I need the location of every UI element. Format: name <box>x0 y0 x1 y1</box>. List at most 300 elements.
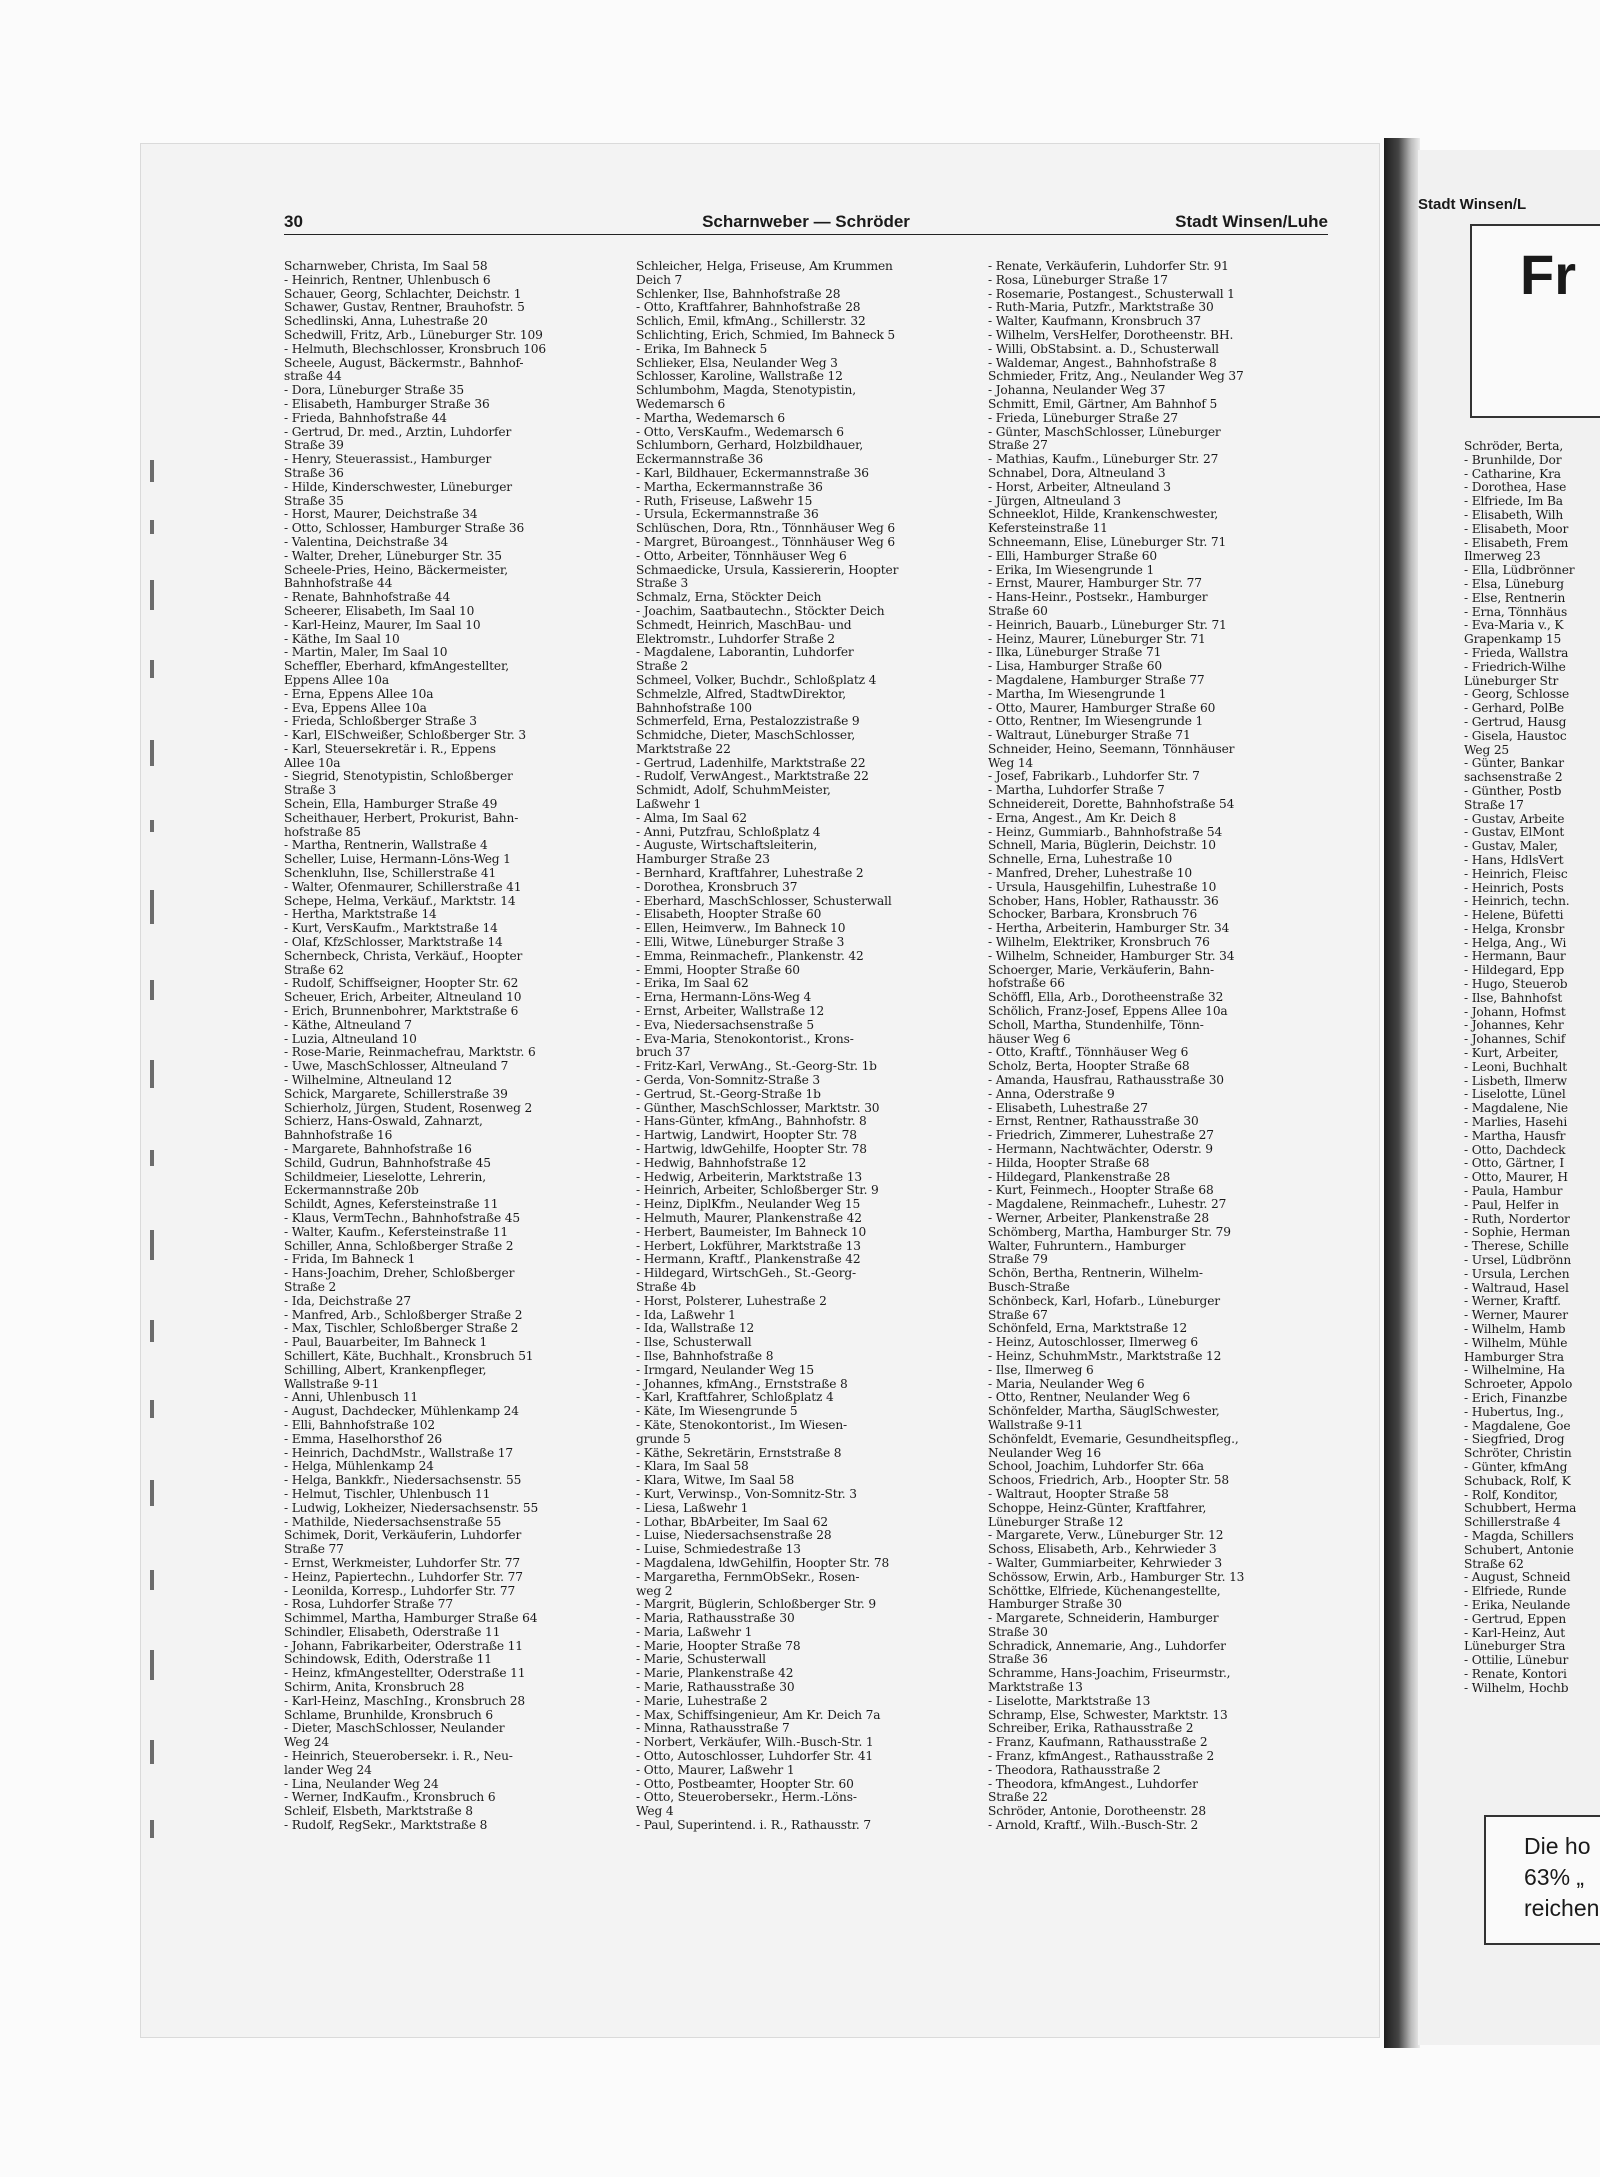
directory-entry: - Lothar, BbArbeiter, Im Saal 62 <box>636 1515 828 1529</box>
directory-entry: - Liselotte, Marktstraße 13 <box>988 1694 1151 1708</box>
directory-entry: Straße 17 <box>1464 798 1524 812</box>
directory-entry: - Ottilie, Lünebur <box>1464 1654 1569 1668</box>
directory-entry: - Heinrich, techn. <box>1464 895 1570 909</box>
directory-entry: - Erika, Neulande <box>1464 1598 1571 1612</box>
directory-entry: Schierholz, Jürgen, Student, Rosenweg 2 <box>284 1101 533 1115</box>
directory-entry: Schnell, Maria, Büglerin, Deichstr. 10 <box>988 839 1216 853</box>
ad-text-line: 63% „ <box>1524 1864 1585 1890</box>
directory-entry: Grapenkamp 15 <box>1464 633 1562 647</box>
directory-entry: - Werner, Kraftf. <box>1464 1295 1561 1309</box>
scan-edge-mark <box>150 660 154 678</box>
directory-entry: Straße 2 <box>284 1280 337 1294</box>
directory-entry: Straße 79 <box>988 1253 1048 1267</box>
directory-entry: - Heinz, SchuhmMstr., Marktstraße 12 <box>988 1349 1222 1363</box>
directory-entry: - Werner, Maurer <box>1464 1309 1568 1323</box>
directory-entry: Lüneburger Straße 12 <box>988 1515 1124 1529</box>
directory-entry: - Hans-Günter, kfmAng., Bahnhofstr. 8 <box>636 1115 867 1129</box>
directory-entry: - Paul, Bauarbeiter, Im Bahneck 1 <box>284 1336 488 1350</box>
directory-entry: Straße 2 <box>636 660 689 674</box>
directory-entry: - Frieda, Bahnhofstraße 44 <box>284 411 447 425</box>
directory-entry: - Günter, kfmAng <box>1464 1460 1568 1474</box>
directory-entry: - Magdalena, ldwGehilfin, Hoopter Str. 78 <box>636 1556 890 1570</box>
directory-entry: - Dorothea, Kronsbruch 37 <box>636 880 798 894</box>
directory-entry: - Max, Schiffsingenieur, Am Kr. Deich 7a <box>636 1708 881 1722</box>
directory-entry: - Günther, MaschSchlosser, Marktstr. 30 <box>636 1101 880 1115</box>
directory-entry: - Marie, Hoopter Straße 78 <box>636 1639 801 1653</box>
directory-entry: Schauer, Georg, Schlachter, Deichstr. 1 <box>284 287 522 301</box>
directory-entry: - Hermann, Baur <box>1464 950 1566 964</box>
directory-entry: - Heinrich, Arbeiter, Schloßberger Str. 9 <box>636 1184 879 1198</box>
directory-entry: Schmitt, Emil, Gärtner, Am Bahnhof 5 <box>988 397 1218 411</box>
directory-entry: - Norbert, Verkäufer, Wilh.-Busch-Str. 1 <box>636 1736 874 1750</box>
directory-entry: Schillert, Käte, Buchhalt., Kronsbruch 51 <box>284 1349 534 1363</box>
directory-entry: - Margrit, Büglerin, Schloßberger Str. 9 <box>636 1598 876 1612</box>
directory-entry: Schlumborn, Gerhard, Holzbildhauer, <box>636 439 864 453</box>
directory-entry: - Ilse, Bahnhofst <box>1464 991 1563 1005</box>
directory-entry: Straße 67 <box>988 1308 1048 1322</box>
directory-entry: - Margaretha, FernmObSekr., Rosen- <box>636 1570 860 1584</box>
directory-entry: - Ursula, Lerchen <box>1464 1267 1570 1281</box>
directory-entry: Schimek, Dorit, Verkäuferin, Luhdorfer <box>284 1529 522 1543</box>
directory-entry: - Leonilda, Korresp., Luhdorfer Str. 77 <box>284 1584 516 1598</box>
directory-entry: - Otto, Arbeiter, Tönnhäuser Weg 6 <box>636 549 847 563</box>
directory-entry: Schröder, Berta, <box>1464 440 1564 453</box>
directory-entry: - Dora, Lüneburger Straße 35 <box>284 384 465 398</box>
running-head <box>284 212 1328 235</box>
directory-entry: - Gerhard, PolBe <box>1464 702 1564 716</box>
scan-edge-mark <box>150 1060 154 1088</box>
directory-entry: Schleicher, Helga, Friseuse, Am Krummen <box>636 260 893 273</box>
directory-entry: - Paul, Helfer in <box>1464 1198 1559 1212</box>
directory-entry: - Erna, Angest., Am Kr. Deich 8 <box>988 811 1177 825</box>
directory-entry: - Johannes, kfmAng., Ernststraße 8 <box>636 1377 848 1391</box>
scan-edge-mark <box>150 1400 154 1418</box>
directory-entry: Schillerstraße 4 <box>1464 1516 1561 1530</box>
directory-entry: - Elli, Hamburger Straße 60 <box>988 549 1157 563</box>
directory-entry: Scheller, Luise, Hermann-Löns-Weg 1 <box>284 853 511 867</box>
directory-entry: Laßwehr 1 <box>636 798 702 812</box>
directory-entry: Schoss, Elisabeth, Arb., Kehrwieder 3 <box>988 1543 1217 1557</box>
directory-entry: - Maria, Neulander Weg 6 <box>988 1377 1145 1391</box>
directory-entry: - Horst, Polsterer, Luhestraße 2 <box>636 1294 827 1308</box>
directory-entry: - Eva, Niedersachsenstraße 5 <box>636 1018 814 1032</box>
ad-text-line: Die ho <box>1524 1833 1591 1859</box>
directory-entry: Schoos, Friedrich, Arb., Hoopter Str. 58 <box>988 1474 1229 1488</box>
directory-entry: - Emma, Reinmachefr., Plankenstr. 42 <box>636 949 864 963</box>
directory-entry: - Wilhelmine, Altneuland 12 <box>284 1074 452 1088</box>
directory-entry: - Werner, Arbeiter, Plankenstraße 28 <box>988 1211 1209 1225</box>
directory-entry: - Ursula, Hausgehilfin, Luhestraße 10 <box>988 880 1217 894</box>
directory-entry: - Käthe, Sekretärin, Ernststraße 8 <box>636 1446 842 1460</box>
directory-entry: - Käthe, Im Saal 10 <box>284 632 400 646</box>
directory-entry: hofstraße 85 <box>284 825 361 839</box>
directory-entry: - Wilhelmine, Ha <box>1464 1364 1565 1378</box>
directory-entry: - Lisa, Hamburger Straße 60 <box>988 660 1162 674</box>
directory-entry: - Erika, Im Wiesengrunde 1 <box>988 563 1155 577</box>
directory-entry: - Heinrich, Bauarb., Lüneburger Str. 71 <box>988 618 1227 632</box>
directory-entry: - Elisabeth, Luhestraße 27 <box>988 1101 1148 1115</box>
directory-entry: - Rosa, Lüneburger Straße 17 <box>988 273 1168 287</box>
directory-entry: - Marie, Schusterwall <box>636 1653 766 1667</box>
running-head-title: Scharnweber — Schröder <box>702 212 910 231</box>
directory-entry: Schein, Ella, Hamburger Straße 49 <box>284 798 498 812</box>
directory-entry: - Ruth, Friseuse, Laßwehr 15 <box>636 494 813 508</box>
directory-entry: - Ernst, Maurer, Hamburger Str. 77 <box>988 577 1202 591</box>
directory-entry: - Rose-Marie, Reinmachefrau, Marktstr. 6 <box>284 1046 536 1060</box>
directory-entry: - Max, Tischler, Schloßberger Straße 2 <box>284 1322 519 1336</box>
right-page-header: Stadt Winsen/L <box>1418 196 1527 213</box>
directory-entry: - Willi, ObStabsint. a. D., Schusterwall <box>988 342 1219 356</box>
directory-entry: - Friedrich-Wilhe <box>1464 660 1566 674</box>
directory-entry: - Paula, Hambur <box>1464 1185 1563 1199</box>
directory-entry: Schlame, Brunhilde, Kronsbruch 6 <box>284 1708 493 1722</box>
directory-entry: - Gisela, Haustoc <box>1464 729 1567 743</box>
directory-entry: - Gustav, Arbeite <box>1464 812 1565 826</box>
directory-entry: - Günter, MaschSchlosser, Lüneburger <box>988 425 1221 439</box>
directory-entry: - Bernhard, Kraftfahrer, Luhestraße 2 <box>636 867 864 881</box>
directory-entry: Schramme, Hans-Joachim, Friseurmstr., <box>988 1667 1231 1681</box>
directory-entry: Wallstraße 9-11 <box>988 1418 1084 1432</box>
directory-entry: Scharnweber, Christa, Im Saal 58 <box>284 260 488 273</box>
directory-column-1 <box>284 260 624 1833</box>
directory-entry: - Therese, Schille <box>1464 1240 1569 1254</box>
directory-entry: Schnelle, Erna, Luhestraße 10 <box>988 853 1173 867</box>
directory-entry: Schnabel, Dora, Altneuland 3 <box>988 466 1166 480</box>
directory-entry: - Erna, Eppens Allee 10a <box>284 687 434 701</box>
running-head-city: Stadt Winsen/Luhe <box>1175 212 1328 231</box>
directory-entry: - Hubertus, Ing., <box>1464 1405 1564 1419</box>
directory-entry: - Heinrich, Steuerobersekr. i. R., Neu- <box>284 1750 513 1764</box>
directory-entry: - Theodora, Rathausstraße 2 <box>988 1763 1161 1777</box>
scan-edge-mark <box>150 580 154 610</box>
directory-entry: Ilmerweg 23 <box>1464 550 1541 564</box>
directory-entry: - Margarete, Verw., Lüneburger Str. 12 <box>988 1529 1224 1543</box>
scan-edge-mark <box>150 1230 154 1260</box>
directory-entry: Hamburger Straße 23 <box>636 853 770 867</box>
directory-entry: - Otto, Gärtner, I <box>1464 1157 1564 1171</box>
directory-entry: - Dorothea, Hase <box>1464 481 1567 495</box>
directory-entry: - Magdalene, Laborantin, Luhdorfer <box>636 646 854 660</box>
scan-edge-mark <box>150 1570 154 1590</box>
directory-entry: - Rolf, Konditor, <box>1464 1488 1558 1502</box>
directory-entry: - Walter, Dreher, Lüneburger Str. 35 <box>284 549 502 563</box>
directory-entry: Marktstraße 22 <box>636 742 731 756</box>
directory-entry: - Elfriede, Im Ba <box>1464 495 1563 509</box>
directory-entry: Scheithauer, Herbert, Prokurist, Bahn- <box>284 811 519 825</box>
directory-entry: - Elisabeth, Frem <box>1464 536 1569 550</box>
directory-entry: Schömberg, Martha, Hamburger Str. 79 <box>988 1225 1231 1239</box>
directory-entry: - Gertrud, Dr. med., Ärztin, Luhdorfer <box>284 425 512 439</box>
directory-entry: - Renate, Bahnhofstraße 44 <box>284 591 451 605</box>
directory-entry: Neulander Weg 16 <box>988 1446 1101 1460</box>
directory-entry: Schön, Bertha, Rentnerin, Wilhelm- <box>988 1267 1203 1281</box>
directory-entry: - August, Schneid <box>1464 1571 1571 1585</box>
directory-entry: - Marie, Luhestraße 2 <box>636 1694 768 1708</box>
directory-entry: Schradick, Annemarie, Ang., Luhdorfer <box>988 1639 1226 1653</box>
directory-entry: - Otto, Autoschlosser, Luhdorfer Str. 41 <box>636 1750 874 1764</box>
directory-entry: - Franz, kfmAngest., Rathausstraße 2 <box>988 1750 1215 1764</box>
directory-entry: - Hans, HdlsVert <box>1464 853 1564 867</box>
directory-entry: - Heinz, kfmAngestellter, Oderstraße 11 <box>284 1667 526 1681</box>
scan-edge-mark <box>150 820 154 832</box>
directory-entry: - Ernst, Rentner, Rathausstraße 30 <box>988 1115 1199 1129</box>
directory-entry: Schedwill, Fritz, Arb., Lüneburger Str. 109 <box>284 328 543 342</box>
directory-entry: - Sophie, Herman <box>1464 1226 1571 1240</box>
directory-entry: Kefersteinstraße 11 <box>988 522 1108 536</box>
directory-entry: - Ida, Laßwehr 1 <box>636 1308 736 1322</box>
directory-entry: straße 44 <box>284 370 342 384</box>
directory-entry: Scheele-Pries, Heino, Bäckermeister, <box>284 563 508 577</box>
directory-entry: - Margret, Büroangest., Tönnhäuser Weg 6 <box>636 535 895 549</box>
directory-entry: Schöttke, Elfriede, Küchenangestellte, <box>988 1584 1221 1598</box>
directory-entry: - August, Dachdecker, Mühlenkamp 24 <box>284 1405 519 1419</box>
directory-entry: Straße 3 <box>284 784 337 798</box>
directory-entry: - Eva-Maria v., K <box>1464 619 1564 633</box>
directory-entry: - Anni, Putzfrau, Schloßplatz 4 <box>636 825 821 839</box>
directory-entry: Schepe, Helma, Verkäuf., Marktstr. 14 <box>284 894 516 908</box>
directory-entry: - Waltraut, Hoopter Straße 58 <box>988 1487 1169 1501</box>
directory-entry: Straße 62 <box>1464 1557 1524 1571</box>
directory-entry: - Theodora, kfmAngest., Luhdorfer <box>988 1777 1198 1791</box>
directory-entry: - Karl, Bildhauer, Eckermannstraße 36 <box>636 466 869 480</box>
directory-entry: Schindowsk, Edith, Oderstraße 11 <box>284 1653 492 1667</box>
directory-entry: - Erich, Finanzbe <box>1464 1391 1568 1405</box>
directory-entry: - Otto, Maurer, Laßwehr 1 <box>636 1763 795 1777</box>
directory-entry: Scholl, Martha, Stundenhilfe, Tönn- <box>988 1018 1204 1032</box>
directory-entry: - Martha, Im Wiesengrunde 1 <box>988 687 1167 701</box>
directory-entry: - Heinrich, DachdMstr., Wallstraße 17 <box>284 1446 513 1460</box>
directory-entry: - Maria, Laßwehr 1 <box>636 1625 753 1639</box>
directory-entry: - Karl, ElSchweißer, Schloßberger Str. 3 <box>284 729 526 743</box>
directory-entry: weg 2 <box>636 1584 673 1598</box>
directory-entry: - Frida, Im Bahneck 1 <box>284 1253 416 1267</box>
directory-entry: - Ruth, Nordertor <box>1464 1212 1570 1226</box>
directory-entry: Schneidereit, Dorette, Bahnhofstraße 54 <box>988 798 1235 812</box>
directory-entry: - Magdalene, Reinmachefr., Luhestr. 27 <box>988 1198 1227 1212</box>
directory-entry: - Helmuth, Maurer, Plankenstraße 42 <box>636 1211 862 1225</box>
directory-entry: - Josef, Fabrikarb., Luhdorfer Str. 7 <box>988 770 1200 784</box>
directory-entry: - Waltraut, Lüneburger Straße 71 <box>988 729 1191 743</box>
directory-entry: Schiller, Anna, Schloßberger Straße 2 <box>284 1239 514 1253</box>
directory-entry: - Magdalene, Hamburger Straße 77 <box>988 673 1205 687</box>
directory-entry: - Elsa, Lüneburg <box>1464 577 1564 591</box>
directory-entry: - Lina, Neulander Weg 24 <box>284 1777 439 1791</box>
directory-entry: - Renate, Kontori <box>1464 1667 1567 1681</box>
directory-entry: Schubert, Antonie <box>1464 1543 1574 1557</box>
directory-entry: Schlumbohm, Magda, Stenotypistin, <box>636 384 856 398</box>
directory-entry: - Hermann, Kraftf., Plankenstraße 42 <box>636 1253 861 1267</box>
directory-entry: - Gustav, Maler, <box>1464 840 1558 854</box>
directory-entry: - Wilhelm, Schneider, Hamburger Str. 34 <box>988 949 1235 963</box>
directory-entry: - Helene, Büfetti <box>1464 909 1564 923</box>
directory-entry: - Elisabeth, Moor <box>1464 522 1569 536</box>
directory-entry: - Paul, Superintend. i. R., Rathausstr. 7 <box>636 1819 871 1833</box>
directory-entry: - Heinrich, Rentner, Uhlenbusch 6 <box>284 273 491 287</box>
directory-entry: - Werner, IndKaufm., Kronsbruch 6 <box>284 1791 496 1805</box>
directory-entry: - Erika, Im Saal 62 <box>636 977 749 991</box>
scan-edge-mark <box>150 1820 154 1838</box>
scan-edge-mark <box>150 1480 154 1506</box>
directory-entry: - Heinz, DiplKfm., Neulander Weg 15 <box>636 1198 861 1212</box>
directory-entry: - Wilhelm, Hochb <box>1464 1681 1569 1695</box>
directory-entry: - Kurt, VersKaufm., Marktstraße 14 <box>284 922 498 936</box>
directory-entry: - Horst, Maurer, Deichstraße 34 <box>284 508 478 522</box>
directory-entry: Schmidt, Adolf, SchuhmMeister, <box>636 784 831 798</box>
directory-entry: - Dieter, MaschSchlosser, Neulander <box>284 1722 505 1736</box>
directory-entry: - Otto, Dachdeck <box>1464 1143 1566 1157</box>
directory-entry: Schlich, Emil, kfmAng., Schillerstr. 32 <box>636 315 866 329</box>
directory-entry: Schildmeier, Lieselotte, Lehrerin, <box>284 1170 486 1184</box>
directory-entry: Schindler, Elisabeth, Oderstraße 11 <box>284 1625 501 1639</box>
directory-entry: Weg 24 <box>284 1736 330 1750</box>
directory-entry: Schönfelder, Martha, SäuglSchwester, <box>988 1405 1220 1419</box>
scan-edge-mark <box>150 890 154 924</box>
directory-entry: - Wilhelm, Hamb <box>1464 1323 1566 1336</box>
directory-entry: - Kurt, Arbeiter, <box>1464 1047 1559 1061</box>
directory-entry: - Frieda, Lüneburger Straße 27 <box>988 411 1178 425</box>
directory-entry: - Karl, Kraftfahrer, Schloßplatz 4 <box>636 1391 834 1405</box>
directory-entry: - Hertha, Marktstraße 14 <box>284 908 437 922</box>
directory-entry: - Hildegard, WirtschGeh., St.-Georg- <box>636 1267 857 1281</box>
directory-entry: Busch-Straße <box>988 1280 1070 1294</box>
directory-entry: Wallstraße 9-11 <box>284 1377 380 1391</box>
directory-entry: Schoppe, Heinz-Günter, Kraftfahrer, <box>988 1501 1207 1515</box>
directory-entry: - Otto, Kraftf., Tönnhäuser Weg 6 <box>988 1046 1189 1060</box>
directory-entry: - Hermann, Nachtwächter, Oderstr. 9 <box>988 1143 1213 1156</box>
directory-entry: hofstraße 66 <box>988 977 1065 991</box>
scan-edge-mark <box>150 460 154 482</box>
directory-entry: Walter, Fuhruntern., Hamburger <box>988 1239 1186 1253</box>
directory-entry: - Wilhelm, Mühle <box>1464 1336 1568 1350</box>
directory-entry: - Martin, Maler, Im Saal 10 <box>284 646 448 660</box>
directory-entry: - Erna, Tönnhäus <box>1464 605 1568 619</box>
right-page-fragment <box>1418 150 1600 2045</box>
directory-entry: - Hartwig, Landwirt, Hoopter Str. 78 <box>636 1129 857 1143</box>
directory-entry: - Maria, Rathausstraße 30 <box>636 1612 795 1626</box>
directory-entry: Schössow, Erwin, Arb., Hamburger Str. 13 <box>988 1570 1245 1584</box>
directory-entry: - Anna, Oderstraße 9 <box>988 1087 1115 1101</box>
directory-entry: Schlenker, Ilse, Bahnhofstraße 28 <box>636 287 841 301</box>
directory-entry: Scheerer, Elisabeth, Im Saal 10 <box>284 604 475 618</box>
directory-entry: - Heinz, Maurer, Lüneburger Str. 71 <box>988 632 1206 646</box>
directory-entry: Schramp, Else, Schwester, Marktstr. 13 <box>988 1708 1228 1722</box>
directory-entry: Bahnhofstraße 16 <box>284 1129 393 1143</box>
directory-entry: - Helmuth, Blechschlosser, Kronsbruch 106 <box>284 342 547 356</box>
directory-entry: - Helga, Mühlenkamp 24 <box>284 1460 434 1474</box>
directory-entry: Schneeklot, Hilde, Krankenschwester, <box>988 508 1219 522</box>
directory-entry: Eckermannstraße 20b <box>284 1184 419 1198</box>
directory-entry: - Friedrich, Zimmerer, Luhestraße 27 <box>988 1129 1214 1143</box>
directory-entry: - Elli, Witwe, Lüneburger Straße 3 <box>636 936 845 950</box>
directory-entry: - Marie, Plankenstraße 42 <box>636 1667 794 1681</box>
directory-entry: - Rosa, Luhdorfer Straße 77 <box>284 1598 453 1612</box>
directory-entry: - Elfriede, Runde <box>1464 1585 1567 1599</box>
directory-entry: - Arnold, Kraftf., Wilh.-Busch-Str. 2 <box>988 1819 1199 1833</box>
directory-entry: - Karl-Heinz, MaschIng., Kronsbruch 28 <box>284 1694 525 1708</box>
directory-entry: - Heinrich, Fleisc <box>1464 867 1568 881</box>
directory-entry: - Renate, Verkäuferin, Luhdorfer Str. 91 <box>988 260 1229 273</box>
directory-entry: - Otto, Kraftfahrer, Bahnhofstraße 28 <box>636 301 861 315</box>
directory-entry: - Kurt, Feinmech., Hoopter Straße 68 <box>988 1184 1214 1198</box>
directory-entry: - Otto, Rentner, Im Wiesengrunde 1 <box>988 715 1204 729</box>
directory-entry: - Manfred, Dreher, Luhestraße 10 <box>988 867 1192 881</box>
directory-entry: Straße 62 <box>284 963 344 977</box>
ad-text-line: reichen <box>1524 1895 1600 1921</box>
directory-entry: - Manfred, Arb., Schloßberger Straße 2 <box>284 1308 523 1322</box>
directory-entry: - Eva, Eppens Allee 10a <box>284 701 427 715</box>
directory-entry: Schröter, Christin <box>1464 1447 1572 1461</box>
directory-entry: - Elli, Bahnhofstraße 102 <box>284 1418 435 1432</box>
directory-entry: Schmelzle, Alfred, StadtwDirektor, <box>636 687 847 701</box>
directory-entry: Schedlinski, Anna, Luhestraße 20 <box>284 315 488 329</box>
directory-entry: bruch 37 <box>636 1046 691 1060</box>
directory-entry: School, Joachim, Luhdorfer Str. 66a <box>988 1460 1204 1474</box>
directory-entry: - Johanna, Neulander Weg 37 <box>988 384 1166 398</box>
page-edge-marks <box>150 460 164 1860</box>
directory-entry: Wedemarsch 6 <box>636 397 726 411</box>
directory-entry: - Karl-Heinz, Aut <box>1464 1626 1565 1640</box>
directory-entry: - Martha, Wedemarsch 6 <box>636 411 785 425</box>
directory-entry: - Martha, Rentnerin, Wallstraße 4 <box>284 839 488 853</box>
directory-entry: - Magdalene, Nie <box>1464 1102 1568 1116</box>
directory-entry: - Fritz-Karl, VerwAng., St.-Georg-Str. 1b <box>636 1060 877 1074</box>
directory-entry: - Herbert, Baumeister, Im Bahneck 10 <box>636 1225 867 1239</box>
directory-entry: Schmidche, Dieter, MaschSchlosser, <box>636 729 856 743</box>
directory-entry: - Gertrud, St.-Georg-Straße 1b <box>636 1087 821 1101</box>
directory-entry: Schernbeck, Christa, Verkäuf., Hoopter <box>284 949 523 963</box>
right-page-ad-headline: Fr <box>1520 243 1576 306</box>
directory-entry: Weg 25 <box>1464 743 1510 757</box>
directory-entry: - Ida, Deichstraße 27 <box>284 1294 412 1308</box>
directory-entry: - Otto, Rentner, Neulander Weg 6 <box>988 1391 1191 1405</box>
directory-entry: Schierz, Hans-Oswald, Zahnarzt, <box>284 1115 483 1129</box>
directory-entry: - Käte, Im Wiesengrunde 5 <box>636 1405 798 1419</box>
directory-entry: - Wilhelm, Elektriker, Kronsbruch 76 <box>988 936 1210 950</box>
directory-entry: - Hedwig, Arbeiterin, Marktstraße 13 <box>636 1170 862 1184</box>
directory-entry: Elektromstr., Luhdorfer Straße 2 <box>636 632 835 646</box>
directory-entry: - Hildegard, Plankenstraße 28 <box>988 1170 1171 1184</box>
directory-entry: - Hildegard, Epp <box>1464 964 1564 978</box>
directory-entry: - Elisabeth, Hoopter Straße 60 <box>636 908 822 922</box>
directory-entry: - Käthe, Altneuland 7 <box>284 1018 412 1032</box>
directory-entry: - Ursel, Lüdbrönn <box>1464 1254 1572 1268</box>
directory-entry: Schlichting, Erich, Schmied, Im Bahneck 5 <box>636 328 896 342</box>
directory-entry: - Eberhard, MaschSchlosser, Schusterwall <box>636 894 892 908</box>
directory-entry: - Anni, Uhlenbusch 11 <box>284 1391 419 1405</box>
directory-entry: - Rudolf, VerwAngest., Marktstraße 22 <box>636 770 869 784</box>
directory-entry: - Gerda, Von-Somnitz-Straße 3 <box>636 1074 820 1088</box>
directory-entry: - Gustav, ElMont <box>1464 826 1565 840</box>
directory-entry: - Heinrich, Posts <box>1464 881 1564 895</box>
directory-entry: - Franz, Kaufmann, Rathausstraße 2 <box>988 1736 1208 1750</box>
scan-edge-mark <box>150 1150 154 1166</box>
directory-entry: - Erich, Brunnenbohrer, Marktstraße 6 <box>284 1005 519 1019</box>
directory-entry: - Marlies, Hasehi <box>1464 1116 1568 1130</box>
directory-entry: Straße 39 <box>284 439 344 453</box>
directory-entry: Straße 35 <box>284 494 344 508</box>
directory-entry: - Margarete, Schneiderin, Hamburger <box>988 1612 1219 1626</box>
directory-column-3 <box>988 260 1328 1833</box>
directory-entry: Schölich, Franz-Josef, Eppens Allee 10a <box>988 1005 1228 1019</box>
directory-entry: - Rosemarie, Postangest., Schusterwall 1 <box>988 287 1235 301</box>
page-number: 30 <box>284 212 303 231</box>
scan-edge-mark <box>150 1740 154 1764</box>
directory-entry: Schubbert, Herma <box>1464 1502 1577 1516</box>
directory-entry: - Helmut, Tischler, Uhlenbusch 11 <box>284 1487 491 1501</box>
directory-entry: Schneemann, Elise, Lüneburger Str. 71 <box>988 535 1227 549</box>
directory-entry: - Rudolf, Schiffseigner, Hoopter Str. 62 <box>284 977 519 991</box>
directory-entry: Schilling, Albert, Krankenpfleger, <box>284 1363 487 1377</box>
